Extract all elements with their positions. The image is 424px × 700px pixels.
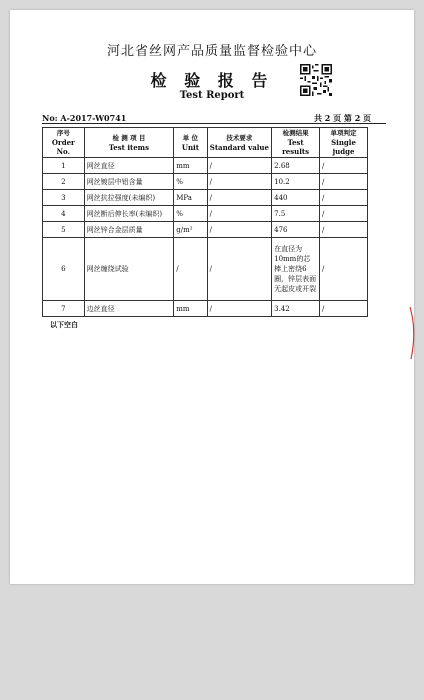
cell-unit: g/m² <box>174 222 207 238</box>
cell-result: 7.5 <box>272 206 320 222</box>
table-row <box>43 206 368 222</box>
cell-test-item: 网丝缠绕试验 <box>84 238 174 301</box>
cell-result: 2.68 <box>272 158 320 174</box>
cell-unit: MPa <box>174 190 207 206</box>
margin-mark-icon <box>408 305 418 361</box>
cell-order-no: 1 <box>43 158 85 174</box>
report-title: 检 验 报 告 <box>150 71 274 90</box>
page-count: 共 2 页 第 2 页 <box>314 113 372 123</box>
header-test-items: 检 测 项 目 Test items <box>84 128 174 158</box>
cell-unit: % <box>174 206 207 222</box>
cell-order-no: 4 <box>43 206 85 222</box>
table-row <box>43 174 368 190</box>
cell-result: 在直径为10mm的芯棒上密绕6圈，锌层表面无起皮或开裂 <box>272 238 320 301</box>
table-header-row <box>43 128 368 158</box>
organization-name: 河北省丝网产品质量监督检验中心 <box>106 44 317 59</box>
cell-judge: / <box>320 190 368 206</box>
cell-unit: % <box>174 174 207 190</box>
cell-test-item: 网丝锌合金层质量 <box>84 222 174 238</box>
cell-unit: / <box>174 238 207 301</box>
cell-result: 10.2 <box>272 174 320 190</box>
cell-judge: / <box>320 158 368 174</box>
table-row <box>43 158 368 174</box>
cell-judge: / <box>320 174 368 190</box>
table-row <box>43 238 368 301</box>
cell-judge: / <box>320 238 368 301</box>
cell-judge: / <box>320 222 368 238</box>
cell-standard: / <box>207 190 272 206</box>
table-row <box>43 301 368 317</box>
cell-order-no: 6 <box>43 238 85 301</box>
cell-standard: / <box>207 238 272 301</box>
header-divider <box>42 123 386 124</box>
header-unit: 单 位 Unit <box>174 128 207 158</box>
cell-test-item: 网丝镀层中铝含量 <box>84 174 174 190</box>
test-results-table <box>42 127 368 317</box>
report-title-english: Test Report <box>179 90 245 101</box>
cell-test-item: 网丝抗拉强度(未编织) <box>84 190 174 206</box>
cell-standard: / <box>207 206 272 222</box>
header-standard-value: 技术要求 Standard value <box>207 128 272 158</box>
qr-code-icon <box>300 64 332 96</box>
table-row <box>43 222 368 238</box>
cell-judge: / <box>320 301 368 317</box>
end-of-content-note: 以下空白 <box>50 320 78 329</box>
cell-result: 3.42 <box>272 301 320 317</box>
cell-unit: mm <box>174 158 207 174</box>
cell-judge: / <box>320 206 368 222</box>
cell-order-no: 3 <box>43 190 85 206</box>
cell-test-item: 网丝直径 <box>84 158 174 174</box>
cell-test-item: 边丝直径 <box>84 301 174 317</box>
report-number: No: A-2017-W0741 <box>42 113 127 123</box>
cell-standard: / <box>207 174 272 190</box>
cell-order-no: 7 <box>43 301 85 317</box>
cell-standard: / <box>207 301 272 317</box>
cell-test-item: 网丝断后伸长率(未编织) <box>84 206 174 222</box>
report-page <box>10 10 414 584</box>
header-test-results: 检测结果 Test results <box>272 128 320 158</box>
cell-result: 476 <box>272 222 320 238</box>
header-order-no: 序号 Order No. <box>43 128 85 158</box>
cell-result: 440 <box>272 190 320 206</box>
cell-standard: / <box>207 158 272 174</box>
header-single-judge: 单项判定 Single judge <box>320 128 368 158</box>
cell-order-no: 2 <box>43 174 85 190</box>
cell-standard: / <box>207 222 272 238</box>
table-row <box>43 190 368 206</box>
cell-unit: mm <box>174 301 207 317</box>
cell-order-no: 5 <box>43 222 85 238</box>
